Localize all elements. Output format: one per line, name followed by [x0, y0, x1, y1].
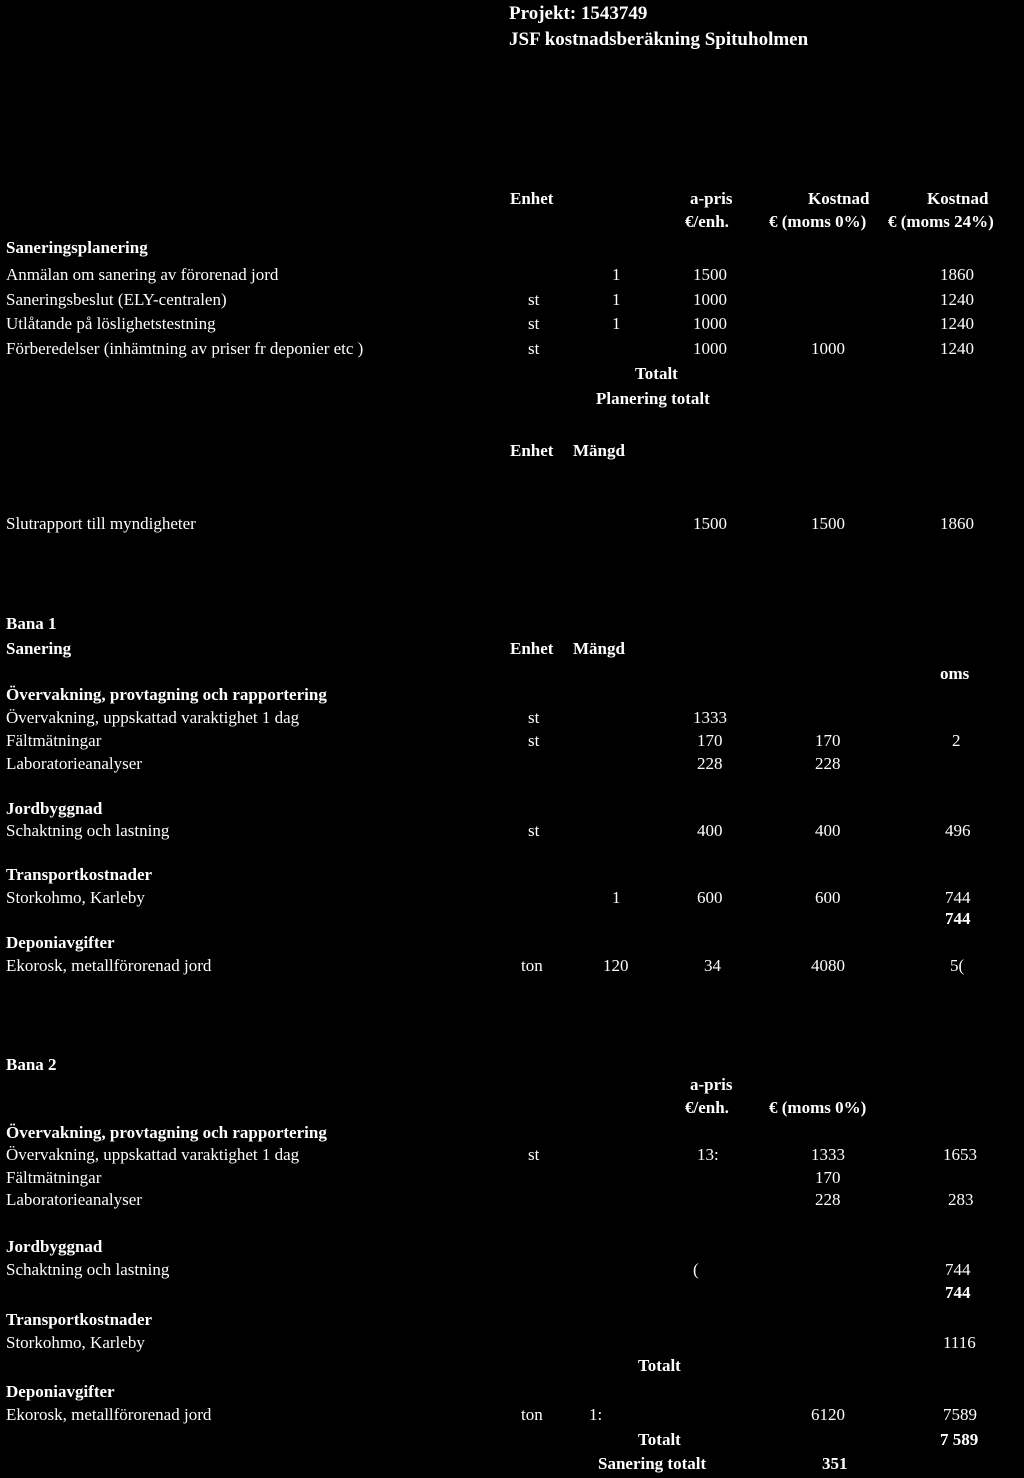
row-label: Ekorosk, metallförorenad jord: [6, 1405, 212, 1424]
bana2-col-cost0: € (moms 0%): [769, 1098, 867, 1117]
total-value: 7 589: [940, 1430, 979, 1449]
row-label: Schaktning och lastning: [6, 821, 170, 840]
row-cost0: 4080: [811, 956, 845, 975]
document-title: JSF kostnadsberäkning Spituholmen: [509, 29, 809, 50]
row-cost24: 744: [945, 1260, 971, 1279]
row-label: Fältmätningar: [6, 1168, 102, 1187]
group-title: Transportkostnader: [6, 865, 153, 884]
row-label: Utlåtande på löslighetstestning: [6, 314, 216, 333]
sanering-total-value: 351: [822, 1454, 848, 1473]
row-cost24: 1240: [940, 314, 974, 333]
row-price: 1500: [693, 265, 727, 284]
row-unit: ton: [521, 956, 543, 975]
sanering-total-label: Sanering totalt: [598, 1454, 707, 1473]
bana2-col-price-unit: €/enh.: [685, 1098, 729, 1117]
row-cost24: 2: [952, 731, 961, 750]
bana2-col-price: a-pris: [690, 1075, 733, 1094]
report-price: 1500: [693, 514, 727, 533]
row-unit: st: [528, 1145, 540, 1164]
group-title: Transportkostnader: [6, 1310, 153, 1329]
row-price: 34: [704, 956, 721, 975]
total-label: Totalt: [638, 1356, 681, 1375]
row-cost0: 228: [815, 1190, 841, 1209]
row-cost0: 6120: [811, 1405, 845, 1424]
bana1-subtitle: Sanering: [6, 639, 72, 658]
row-unit: st: [528, 708, 540, 727]
report-cost0: 1500: [811, 514, 845, 533]
col-cost24-header: Kostnad: [927, 189, 989, 208]
row-cost0: 400: [815, 821, 841, 840]
row-unit: st: [528, 821, 540, 840]
row-label: Ekorosk, metallförorenad jord: [6, 956, 212, 975]
row-cost24: 1240: [940, 339, 974, 358]
section-title-planning: Saneringsplanering: [6, 238, 148, 257]
row-cost24: 496: [945, 821, 971, 840]
total-label: Totalt: [638, 1430, 681, 1449]
subtotal-value: 744: [945, 909, 971, 928]
planning-total-label: Planering totalt: [596, 389, 710, 408]
row-qty: 1: [612, 314, 621, 333]
row-qty: 1: [612, 888, 621, 907]
row-label: Laboratorieanalyser: [6, 754, 142, 773]
row-cost24: 283: [948, 1190, 974, 1209]
row-price: 13:: [697, 1145, 719, 1164]
row-qty: 1: [612, 290, 621, 309]
col-unit-header-2: Enhet: [510, 441, 554, 460]
bana1-col-unit: Enhet: [510, 639, 554, 658]
group-title: Deponiavgifter: [6, 933, 115, 952]
row-label: Storkohmo, Karleby: [6, 1333, 145, 1352]
report-label: Slutrapport till myndigheter: [6, 514, 196, 533]
row-label: Övervakning, uppskattad varaktighet 1 dag: [6, 708, 300, 727]
col-cost0-header: Kostnad: [808, 189, 870, 208]
col-unit-header: Enhet: [510, 189, 554, 208]
row-cost24: 7589: [943, 1405, 977, 1424]
total-label: Totalt: [635, 364, 678, 383]
group-title: Övervakning, provtagning och rapportering: [6, 1123, 327, 1142]
row-price: 600: [697, 888, 723, 907]
subtotal-value: 744: [945, 1283, 971, 1302]
row-cost24: 1116: [943, 1333, 976, 1352]
bana1-col-qty: Mängd: [573, 639, 625, 658]
row-label: Laboratorieanalyser: [6, 1190, 142, 1209]
row-cost0: 170: [815, 1168, 841, 1187]
row-unit: st: [528, 339, 540, 358]
group-title: Jordbyggnad: [6, 799, 103, 818]
row-label: Saneringsbeslut (ELY-centralen): [6, 290, 227, 309]
row-cost24: 1653: [943, 1145, 977, 1164]
row-price: 1000: [693, 290, 727, 309]
row-cost0: 1333: [811, 1145, 845, 1164]
row-price: (: [693, 1260, 699, 1279]
report-cost24: 1860: [940, 514, 974, 533]
row-cost24: 5(: [950, 956, 965, 975]
row-cost24: 744: [945, 888, 971, 907]
row-unit: ton: [521, 1405, 543, 1424]
row-label: Fältmätningar: [6, 731, 102, 750]
row-price: 1000: [693, 314, 727, 333]
row-label: Storkohmo, Karleby: [6, 888, 145, 907]
row-unit: st: [528, 731, 540, 750]
row-qty: 120: [603, 956, 629, 975]
row-label: Schaktning och lastning: [6, 1260, 170, 1279]
col-cost0-sub-header: € (moms 0%): [769, 212, 867, 231]
col-cost24-sub-header: € (moms 24%): [888, 212, 994, 231]
row-label: Anmälan om sanering av förorenad jord: [6, 265, 279, 284]
row-price: 170: [697, 731, 723, 750]
row-price: 1333: [693, 708, 727, 727]
bana1-title: Bana 1: [6, 614, 57, 633]
row-unit: st: [528, 290, 540, 309]
row-cost0: 228: [815, 754, 841, 773]
row-qty: 1:: [589, 1405, 603, 1424]
row-cost0: 1000: [811, 339, 845, 358]
group-title: Deponiavgifter: [6, 1382, 115, 1401]
row-cost24: 1240: [940, 290, 974, 309]
bana2-title: Bana 2: [6, 1055, 57, 1074]
col-price-header: a-pris: [690, 189, 733, 208]
col-qty-header-2: Mängd: [573, 441, 625, 460]
row-cost0: 600: [815, 888, 841, 907]
row-unit: st: [528, 314, 540, 333]
row-price: 1000: [693, 339, 727, 358]
group-title: Övervakning, provtagning och rapportering: [6, 685, 327, 704]
row-cost0: 170: [815, 731, 841, 750]
row-label: Förberedelser (inhämtning av priser fr deponier etc ): [6, 339, 364, 358]
col-price-unit-header: €/enh.: [685, 212, 729, 231]
row-cost24: 1860: [940, 265, 974, 284]
group-title: Jordbyggnad: [6, 1237, 103, 1256]
bana1-col-moms: oms: [940, 664, 970, 683]
project-number: Projekt: 1543749: [509, 3, 648, 24]
row-price: 400: [697, 821, 723, 840]
row-label: Övervakning, uppskattad varaktighet 1 dag: [6, 1145, 300, 1164]
row-qty: 1: [612, 265, 621, 284]
row-price: 228: [697, 754, 723, 773]
